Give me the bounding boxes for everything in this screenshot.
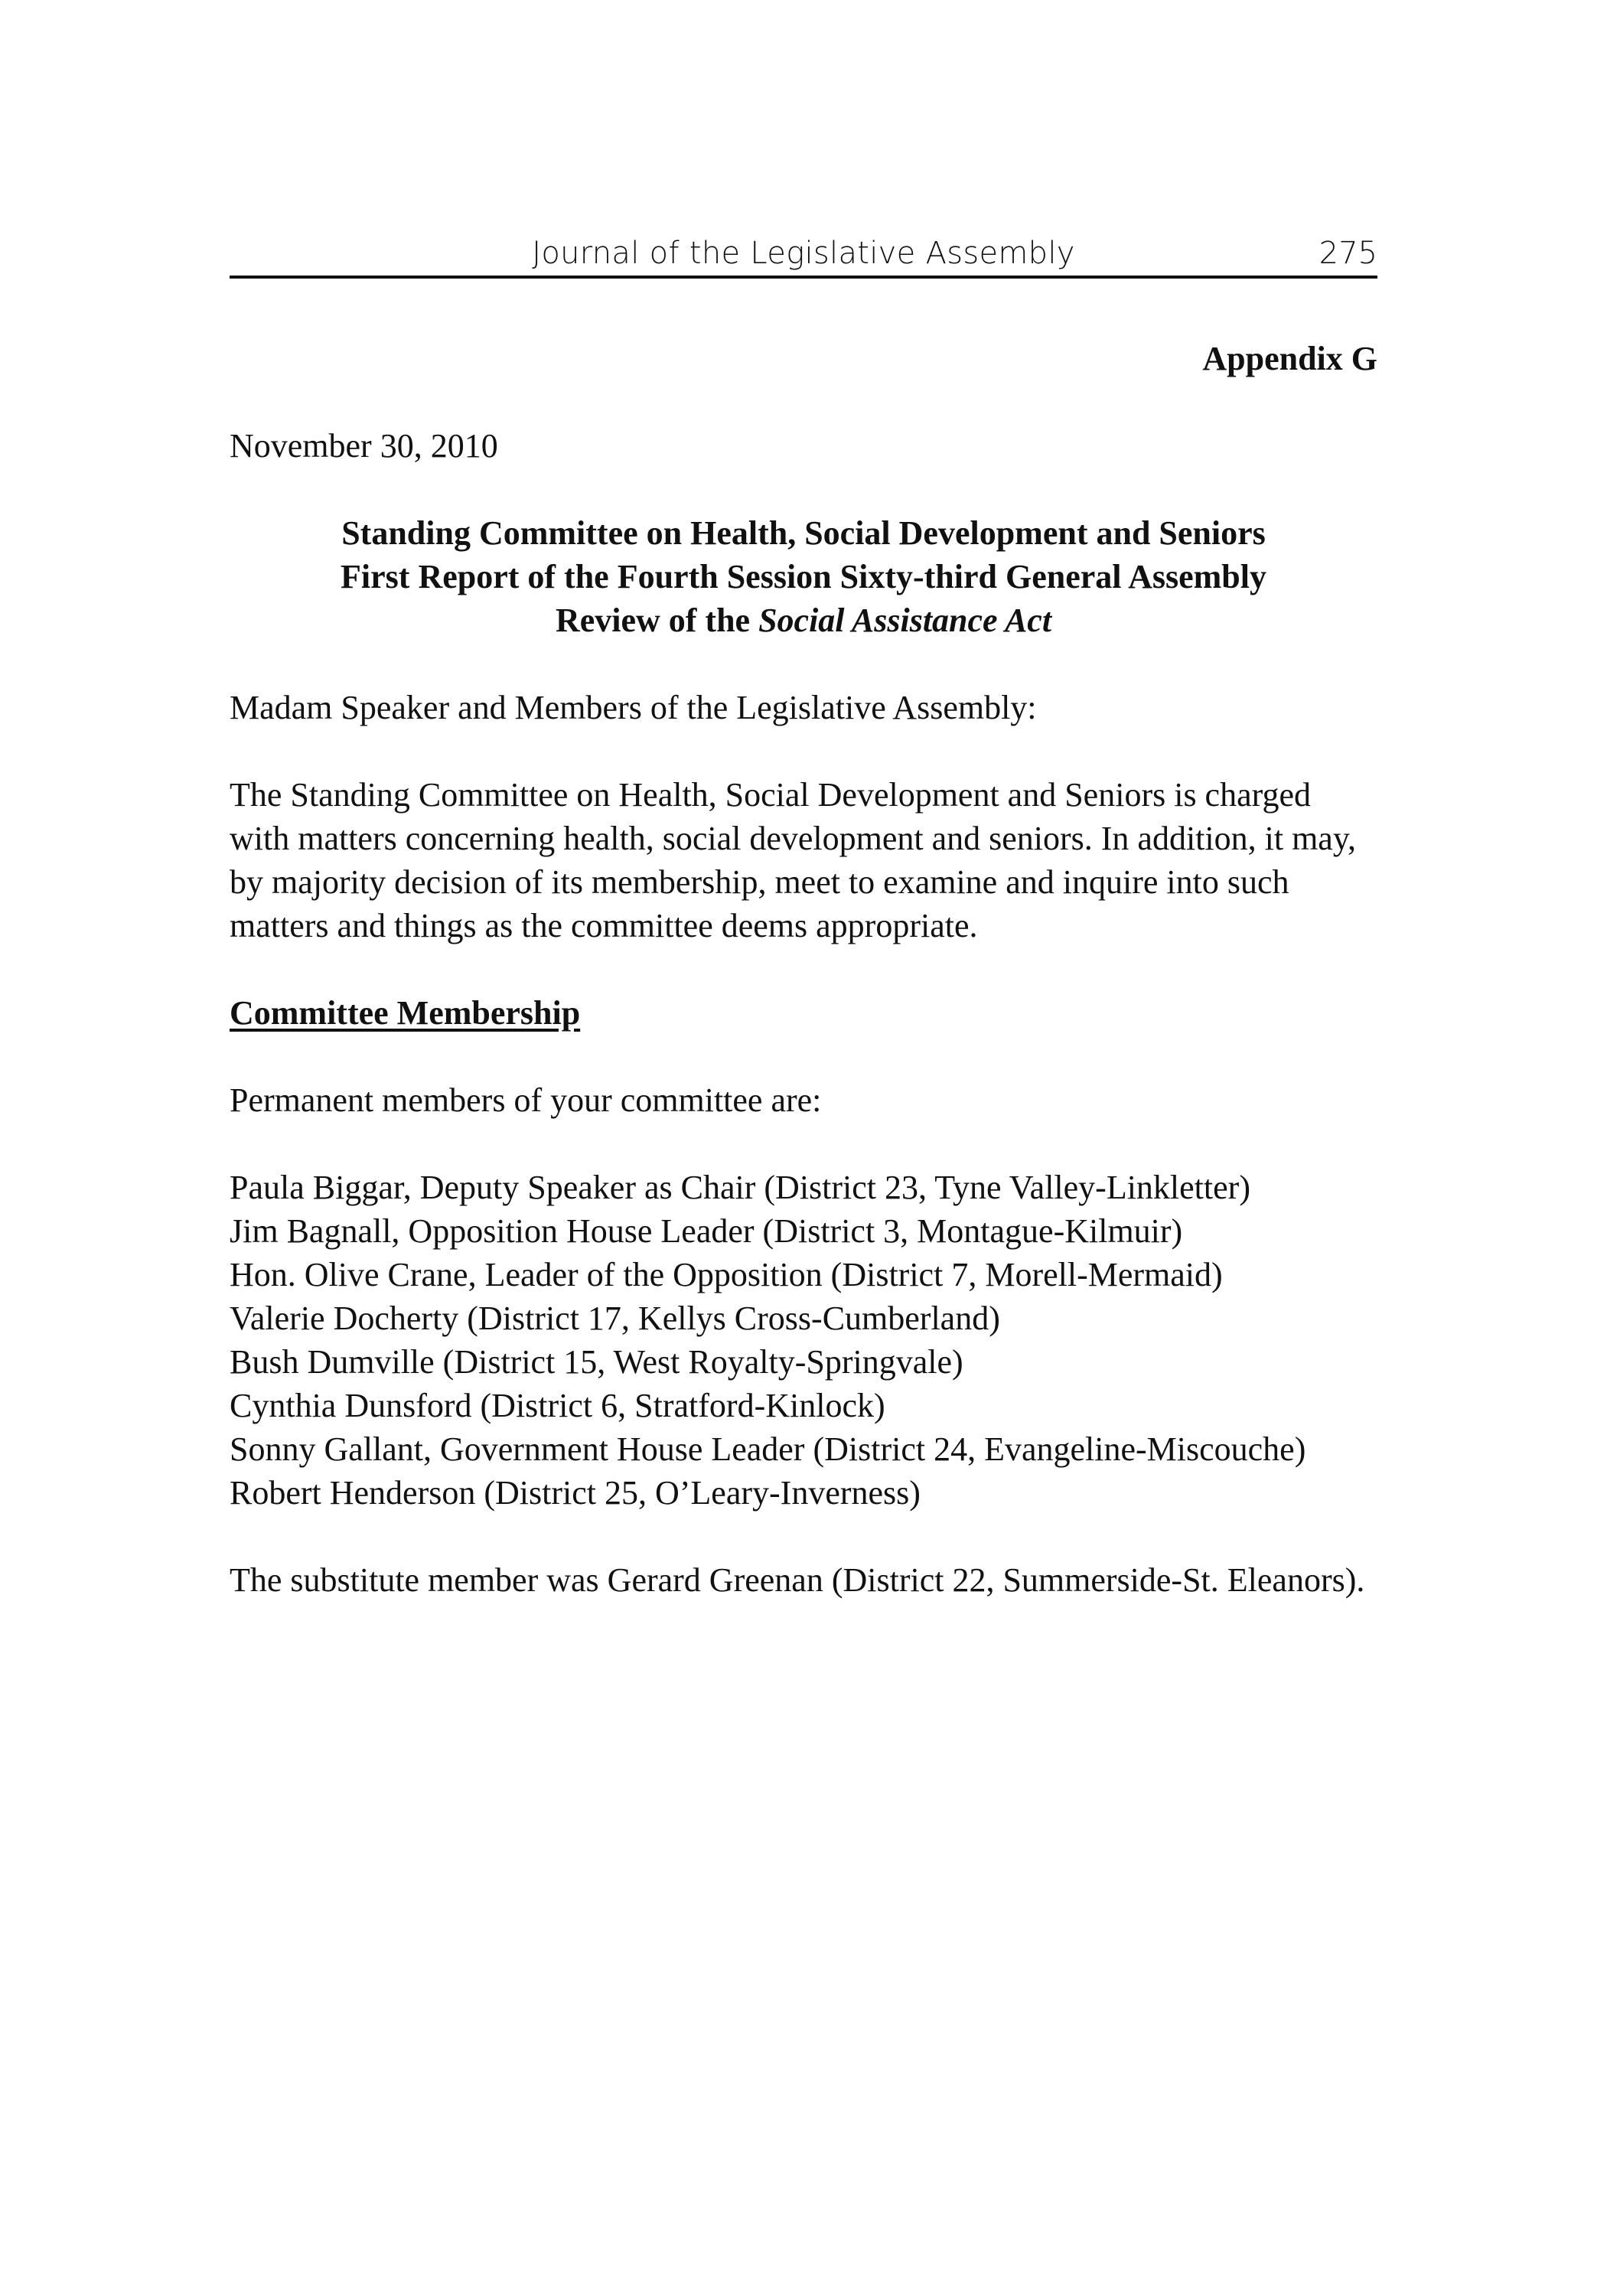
member-item: Jim Bagnall, Opposition House Leader (District 3, Montague-Kilmuir) <box>230 1212 1183 1250</box>
page-number: 275 <box>1319 236 1377 271</box>
report-heading-line-3 <box>230 598 1377 642</box>
report-heading-line-2: First Report of the Fourth Session Sixty-third General Assembly <box>341 558 1266 595</box>
member-item: Cynthia Dunsford (District 6, Stratford-Kinlock) <box>230 1387 885 1424</box>
act-title: Social Assistance Act <box>758 602 1052 639</box>
appendix-label: Appendix G <box>1202 340 1377 377</box>
report-heading <box>230 511 1377 642</box>
member-item: Robert Henderson (District 25, O’Leary-Inverness) <box>230 1474 921 1512</box>
intro-paragraph: The Standing Committee on Health, Social Development and Seniors is charged with matters concerning health, social development and seniors. In addition, it may, by majority decision of its membership, meet to examine and inquire into such matters and things as the committee deems appropriate. <box>230 776 1356 944</box>
running-header <box>230 231 1377 279</box>
document-body <box>230 306 1377 1602</box>
members-list <box>230 1166 1377 1515</box>
document-page <box>230 0 1377 2296</box>
members-intro: Permanent members of your committee are: <box>230 1081 822 1119</box>
member-item: Hon. Olive Crane, Leader of the Opposition (District 7, Morell-Mermaid) <box>230 1256 1223 1293</box>
member-item: Bush Dumville (District 15, West Royalty-Springvale) <box>230 1343 963 1381</box>
running-title: Journal of the Legislative Assembly <box>532 236 1075 271</box>
member-item: Valerie Docherty (District 17, Kellys Cross-Cumberland) <box>230 1300 1000 1337</box>
substitute-member: The substitute member was Gerard Greenan (District 22, Summerside-St. Eleanors). <box>230 1561 1365 1599</box>
report-heading-line-1: Standing Committee on Health, Social Development and Seniors <box>341 514 1266 552</box>
section-heading-committee-membership: Committee Membership <box>230 994 581 1032</box>
salutation: Madam Speaker and Members of the Legislative Assembly: <box>230 689 1037 726</box>
report-heading-line-3-prefix: Review of the <box>555 602 759 639</box>
report-date: November 30, 2010 <box>230 427 498 465</box>
member-item: Paula Biggar, Deputy Speaker as Chair (District 23, Tyne Valley-Linkletter) <box>230 1169 1250 1206</box>
member-item: Sonny Gallant, Government House Leader (District 24, Evangeline-Miscouche) <box>230 1430 1306 1468</box>
